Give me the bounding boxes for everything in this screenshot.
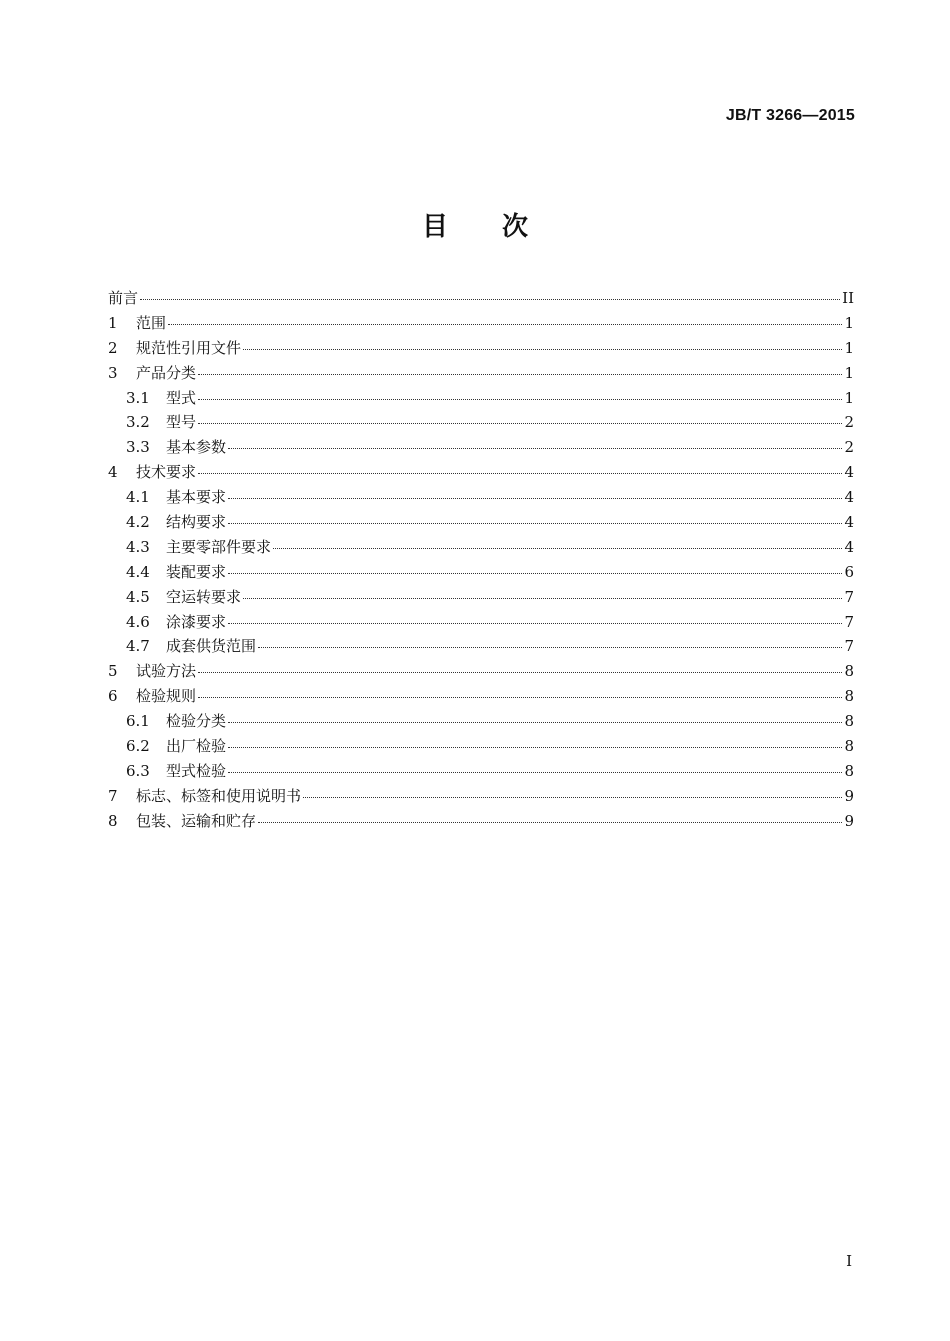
toc-entry-label: 成套供货范围 (166, 637, 257, 656)
toc-dot-leader (258, 646, 842, 648)
toc-entry-label: 试验方法 (136, 662, 197, 681)
toc-entry-label: 基本参数 (166, 438, 227, 457)
toc-entry-label: 产品分类 (136, 363, 197, 382)
toc-dot-leader (198, 671, 842, 673)
toc-entry-label: 装配要求 (166, 562, 227, 581)
toc-entry-label: 型式 (166, 388, 197, 407)
toc-entry-number: 4.4 (126, 562, 150, 581)
toc-entry-number: 4 (108, 463, 118, 482)
toc-dot-leader (273, 547, 842, 549)
toc-entry[interactable] (108, 734, 854, 759)
toc-entry-label: 检验分类 (166, 712, 227, 731)
toc-entry-page: 9 (844, 811, 854, 830)
toc-entry[interactable] (108, 410, 854, 435)
toc-entry-page: 4 (844, 463, 854, 482)
toc-entry-page: 8 (844, 687, 854, 706)
toc-entry-page: 1 (844, 388, 854, 407)
toc-entry-page: 1 (844, 313, 854, 332)
toc-entry-number: 3.3 (126, 438, 150, 457)
toc-dot-leader (198, 472, 842, 474)
toc-entry[interactable] (108, 709, 854, 734)
toc-entry-label: 范围 (136, 313, 167, 332)
toc-entry[interactable] (108, 610, 854, 635)
toc-entry[interactable] (108, 460, 854, 485)
toc-dot-leader (243, 348, 842, 350)
toc-entry[interactable] (108, 585, 854, 610)
toc-entry-label: 包装、运输和贮存 (136, 811, 257, 830)
toc-entry[interactable] (108, 809, 854, 834)
toc-dot-leader (258, 821, 842, 823)
toc-entry-label: 空运转要求 (166, 587, 242, 606)
toc-entry-page: 2 (844, 413, 854, 432)
toc-dot-leader (228, 497, 842, 499)
toc-entry-number: 4.5 (126, 587, 150, 606)
toc-entry-number: 6 (108, 687, 118, 706)
toc-entry[interactable] (108, 435, 854, 460)
toc-list (108, 286, 854, 834)
toc-entry-number: 6.2 (126, 737, 150, 756)
toc-entry-label: 技术要求 (136, 463, 197, 482)
toc-dot-leader (198, 373, 842, 375)
toc-entry-label: 前言 (108, 289, 139, 307)
toc-entry-number: 2 (108, 338, 118, 357)
toc-entry-page: 4 (844, 488, 854, 507)
toc-entry-number: 5 (108, 662, 118, 681)
toc-dot-leader (198, 422, 842, 424)
toc-entry-page: 9 (844, 786, 854, 805)
toc-entry-number: 3.2 (126, 413, 150, 432)
toc-dot-leader (198, 398, 842, 400)
toc-entry[interactable] (108, 784, 854, 809)
page-number: I (846, 1252, 852, 1270)
toc-entry-label: 主要零部件要求 (166, 537, 272, 556)
toc-entry-page: II (842, 289, 854, 307)
toc-entry-label: 结构要求 (166, 513, 227, 532)
toc-title-char-2: 次 (502, 212, 529, 242)
toc-entry-number: 4.3 (126, 537, 150, 556)
toc-entry-number: 6.1 (126, 712, 150, 731)
toc-dot-leader (168, 323, 842, 325)
toc-dot-leader (140, 298, 840, 300)
toc-dot-leader (228, 522, 842, 524)
toc-entry[interactable] (108, 311, 854, 336)
toc-entry-page: 2 (844, 438, 854, 457)
toc-entry-page: 4 (844, 513, 854, 532)
toc-dot-leader (228, 746, 842, 748)
toc-entry-page: 6 (844, 562, 854, 581)
toc-title-char-1: 目 (421, 212, 448, 242)
toc-entry-number: 3.1 (126, 388, 150, 407)
toc-entry-label: 基本要求 (166, 488, 227, 507)
toc-entry-page: 8 (844, 761, 854, 780)
toc-entry-number: 4.2 (126, 513, 150, 532)
toc-entry-number: 4.6 (126, 612, 150, 631)
toc-entry-page: 7 (844, 612, 854, 631)
toc-entry[interactable] (108, 336, 854, 361)
toc-entry-page: 1 (844, 338, 854, 357)
toc-dot-leader (228, 572, 842, 574)
toc-entry[interactable] (108, 510, 854, 535)
toc-entry-number: 1 (108, 313, 118, 332)
toc-entry-label: 规范性引用文件 (136, 338, 242, 357)
toc-entry-label: 标志、标签和使用说明书 (136, 786, 302, 805)
toc-entry[interactable] (108, 361, 854, 386)
toc-entry[interactable] (108, 560, 854, 585)
toc-entry-number: 4.1 (126, 488, 150, 507)
toc-entry-number: 6.3 (126, 761, 150, 780)
toc-dot-leader (243, 597, 842, 599)
toc-dot-leader (228, 721, 842, 723)
toc-entry-page: 8 (844, 662, 854, 681)
toc-entry-page: 4 (844, 537, 854, 556)
toc-dot-leader (303, 796, 842, 798)
toc-entry-number: 8 (108, 811, 118, 830)
toc-dot-leader (228, 447, 842, 449)
toc-entry-label: 检验规则 (136, 687, 197, 706)
toc-entry-number: 7 (108, 786, 118, 805)
toc-entry-label: 型式检验 (166, 761, 227, 780)
toc-entry[interactable] (108, 684, 854, 709)
standard-code: JB/T 3266—2015 (725, 107, 855, 124)
toc-entry-number: 4.7 (126, 637, 150, 656)
toc-entry-page: 8 (844, 712, 854, 731)
toc-entry[interactable] (108, 634, 854, 659)
toc-entry-page: 8 (844, 737, 854, 756)
toc-entry-page: 7 (844, 587, 854, 606)
toc-entry-page: 7 (844, 637, 854, 656)
toc-entry[interactable] (108, 485, 854, 510)
toc-dot-leader (198, 696, 842, 698)
toc-entry-number: 3 (108, 363, 118, 382)
toc-entry-label: 出厂检验 (166, 737, 227, 756)
toc-title (0, 206, 950, 243)
toc-entry-page: 1 (844, 363, 854, 382)
toc-dot-leader (228, 622, 842, 624)
toc-dot-leader (228, 771, 842, 773)
toc-entry[interactable] (108, 386, 854, 411)
toc-entry-label: 涂漆要求 (166, 612, 227, 631)
toc-entry[interactable] (108, 286, 854, 311)
toc-entry[interactable] (108, 659, 854, 684)
toc-entry[interactable] (108, 535, 854, 560)
toc-entry[interactable] (108, 759, 854, 784)
toc-entry-label: 型号 (166, 413, 197, 432)
